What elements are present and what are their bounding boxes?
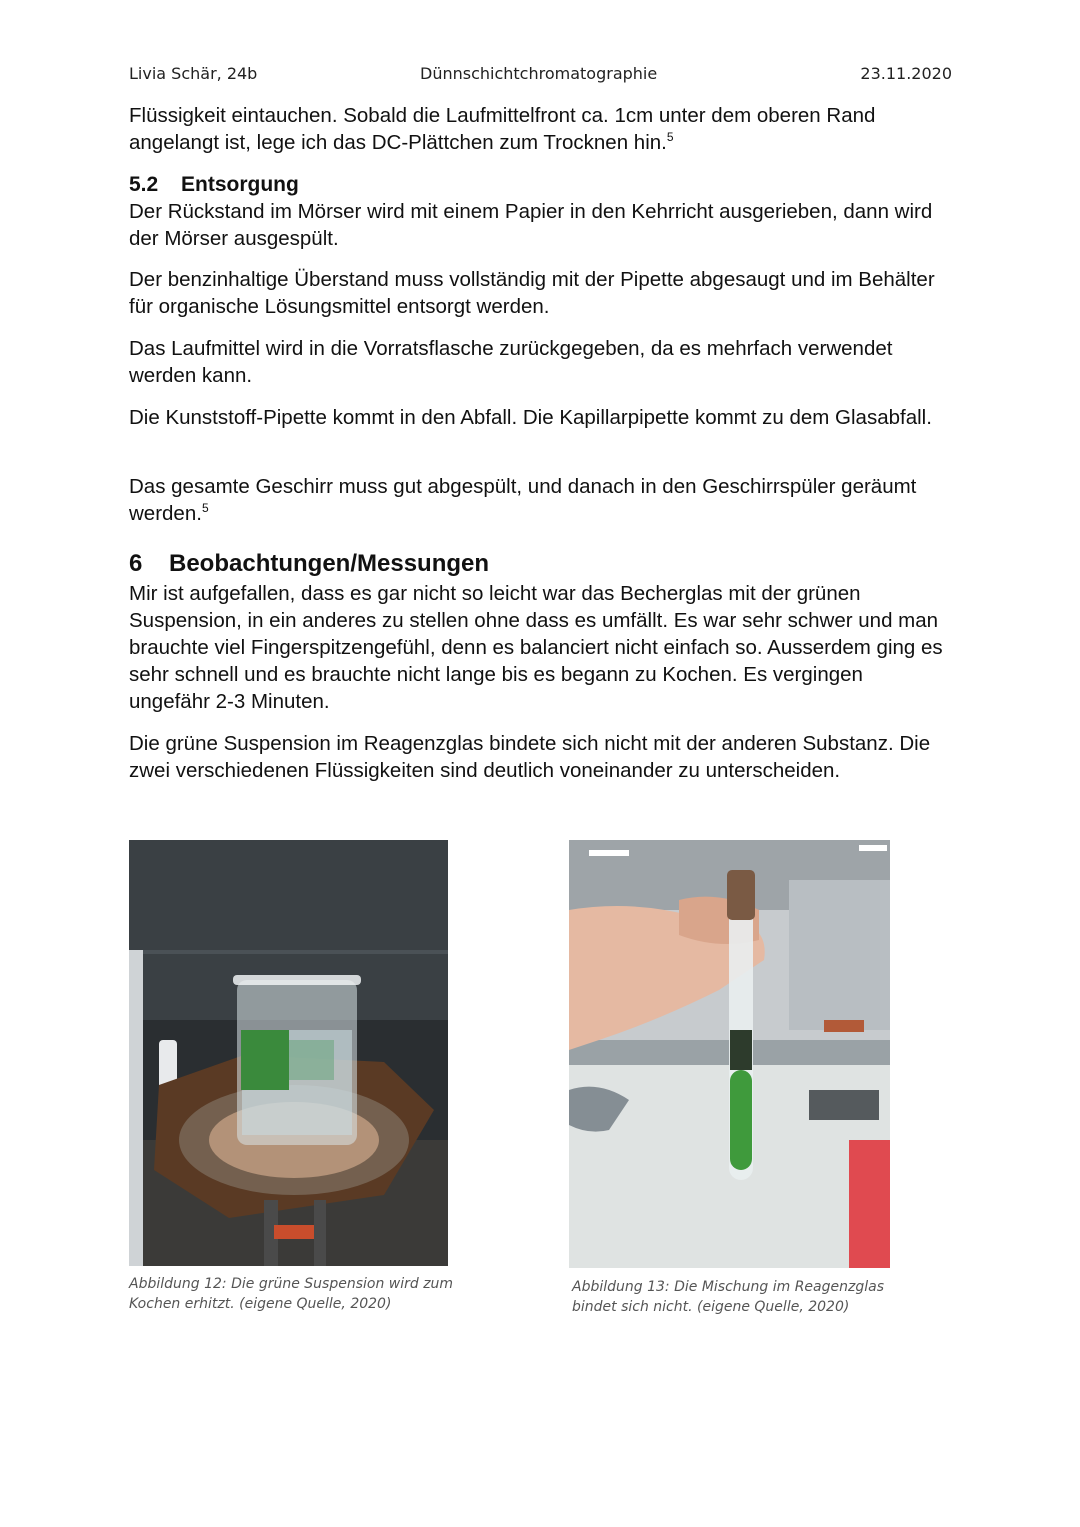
caption-line: Abbildung 12: Die grüne Suspension wird zum (129, 1276, 454, 1292)
photo-test-tube (569, 840, 890, 1268)
section-heading-6 (129, 549, 489, 579)
photo-beaker-heating (129, 840, 448, 1266)
footnote-ref: 5 (666, 130, 674, 145)
paragraph-moerser: Der Rückstand im Mörser wird mit einem Papier in den Kehrricht ausgerieben, dann wird der Mörser ausgespült. (129, 200, 933, 250)
section-number: 6 (129, 550, 143, 577)
paragraph-geschirr (129, 473, 949, 527)
figure-13-caption (572, 1277, 884, 1317)
intro-line-2: angelangt ist, lege ich das DC-Plättchen zum Trocknen hin. (129, 131, 667, 154)
header-author: Livia Schär, 24b (129, 64, 258, 83)
paragraph-pipette: Die Kunststoff-Pipette kommt in den Abfall. Die Kapillarpipette kommt zu dem Glasabfall. (129, 406, 932, 429)
caption-line: bindet sich nicht. (eigene Quelle, 2020) (572, 1299, 850, 1315)
paragraph-beobachtung: Mir ist aufgefallen, dass es gar nicht so leicht war das Becherglas mit der grünen Suspension, in ein anderes zu stellen ohne dass es umfällt. Es war sehr schwer und man brauchte viel Fingerspitzengefühl, denn es balanciert nicht einfach so. Ausserdem ging es sehr schnell und es brauchte nicht lange bis es begann zu Kochen. Es vergingen ungefähr 2-3 Minuten. (129, 582, 943, 713)
intro-line-1: Flüssigkeit eintauchen. Sobald die Laufmittelfront ca. 1cm unter dem oberen Rand (129, 104, 876, 127)
section-title: Entsorgung (181, 173, 299, 196)
section-heading-5-2 (129, 172, 299, 198)
paragraph-reagenzglas: Die grüne Suspension im Reagenzglas bindete sich nicht mit der anderen Substanz. Die zwei verschiedenen Flüssigkeiten sind deutlich voneinander zu unterscheiden. (129, 732, 931, 782)
footnote-ref: 5 (201, 501, 209, 516)
paragraph-laufmittel: Das Laufmittel wird in die Vorratsflasche zurückgegeben, da es mehrfach verwendet werden kann. (129, 337, 893, 387)
section-number: 5.2 (129, 173, 159, 196)
page-header (129, 64, 952, 88)
intro-paragraph (129, 102, 949, 156)
section-title: Beobachtungen/Messungen (169, 550, 490, 577)
caption-line: Kochen erhitzt. (eigene Quelle, 2020) (129, 1296, 392, 1312)
paragraph-ueberstand: Der benzinhaltige Überstand muss vollständig mit der Pipette abgesaugt und im Behälter für organische Lösungsmittel entsorgt werden. (129, 268, 935, 318)
paragraph-geschirr-text: Das gesamte Geschirr muss gut abgespült, und danach in den Geschirrspüler geräumt werden. (129, 475, 917, 525)
caption-line: Abbildung 13: Die Mischung im Reagenzglas (572, 1279, 884, 1295)
header-title: Dünnschichtchromatographie (420, 64, 658, 83)
header-date: 23.11.2020 (860, 64, 952, 83)
figure-12-caption (129, 1274, 453, 1314)
